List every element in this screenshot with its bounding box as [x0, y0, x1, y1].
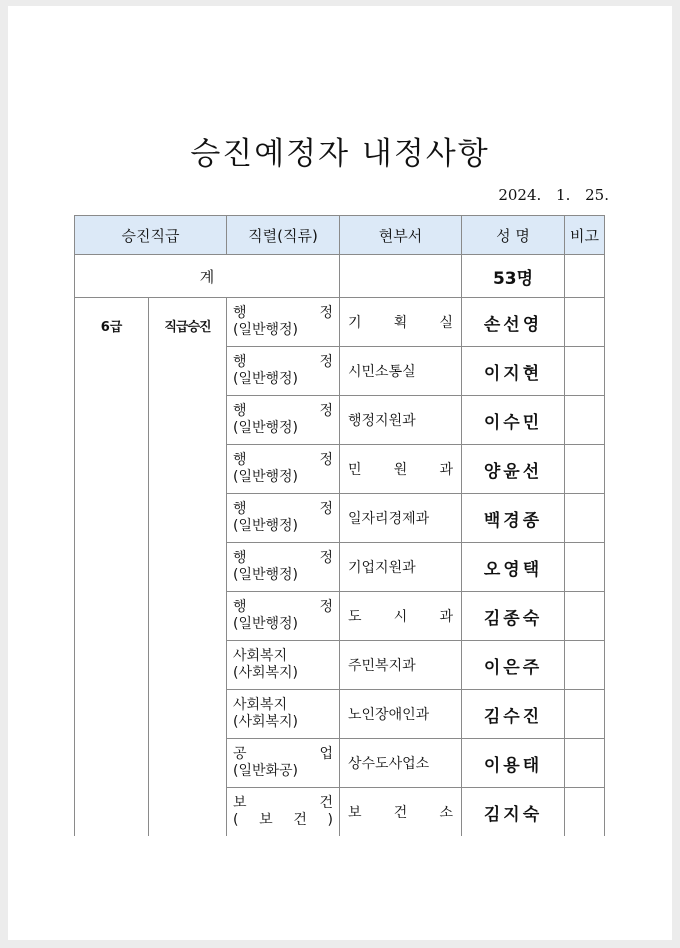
rank-sub-label: ( 보 건 ): [233, 812, 333, 828]
rank-cell: [227, 739, 340, 788]
rank-sub-label: (일반행정): [233, 420, 299, 436]
rank-label: 사회복지: [233, 648, 288, 664]
rank-sub-label: (일반행정): [233, 616, 299, 632]
rank-cell: [227, 592, 340, 641]
note-cell: [565, 690, 605, 739]
name-cell: 이용태: [462, 739, 565, 788]
rank-sub-label: (사회복지): [233, 665, 299, 681]
dept-cell: 노인장애인과: [340, 690, 462, 739]
promotion-table: [74, 215, 605, 836]
dept-cell: 기 획 실: [340, 298, 462, 347]
rank-sub-label: (일반행정): [233, 322, 299, 338]
note-cell: [565, 592, 605, 641]
note-cell: [565, 641, 605, 690]
rank-cell: [227, 347, 340, 396]
dept-cell: 일자리경제과: [340, 494, 462, 543]
total-label: 계: [75, 255, 340, 298]
document-title: 승진예정자 내정사항: [190, 136, 490, 172]
rank-label: 행 정: [233, 550, 333, 566]
rank-label: 행 정: [233, 599, 333, 615]
note-cell: [565, 494, 605, 543]
dept-cell: 상수도사업소: [340, 739, 462, 788]
name-cell: 오영택: [462, 543, 565, 592]
name-cell: 양윤선: [462, 445, 565, 494]
rank-label: 행 정: [233, 452, 333, 468]
name-cell: 김수진: [462, 690, 565, 739]
note-cell: [565, 445, 605, 494]
rank-cell: [227, 788, 340, 837]
rank-label: 행 정: [233, 305, 333, 321]
note-cell: [565, 739, 605, 788]
note-cell: [565, 543, 605, 592]
header-rank: 직렬(직류): [227, 216, 340, 255]
note-cell: [565, 298, 605, 347]
table-row: [75, 298, 605, 347]
dept-cell: 주민복지과: [340, 641, 462, 690]
name-cell: 김지숙: [462, 788, 565, 837]
rank-cell: [227, 298, 340, 347]
total-note-cell: [565, 255, 605, 298]
rank-cell: [227, 494, 340, 543]
header-dept: 현부서: [340, 216, 462, 255]
rank-sub-label: (일반화공): [233, 763, 299, 779]
rank-cell: [227, 543, 340, 592]
rank-label: 공 업: [233, 746, 333, 762]
dept-cell: 민 원 과: [340, 445, 462, 494]
rank-sub-label: (일반행정): [233, 567, 299, 583]
rank-cell: [227, 396, 340, 445]
header-grade-kind: 승진직급: [75, 216, 227, 255]
note-cell: [565, 347, 605, 396]
header-note: 비고: [565, 216, 605, 255]
header-row: [75, 216, 605, 255]
note-cell: [565, 396, 605, 445]
rank-sub-label: (일반행정): [233, 469, 299, 485]
rank-cell: [227, 690, 340, 739]
dept-cell: 행정지원과: [340, 396, 462, 445]
total-row: [75, 255, 605, 298]
total-empty-cell: [340, 255, 462, 298]
rank-label: 사회복지: [233, 697, 288, 713]
rank-label: 보 건: [233, 795, 333, 811]
rank-sub-label: (사회복지): [233, 714, 299, 730]
total-count: 53명: [462, 255, 565, 298]
dept-cell: 시민소통실: [340, 347, 462, 396]
name-cell: 백경종: [462, 494, 565, 543]
note-cell: [565, 788, 605, 837]
grade-cell: 6급: [75, 298, 149, 837]
header-name: 성 명: [462, 216, 565, 255]
name-cell: 김종숙: [462, 592, 565, 641]
document-date: 2024. 1. 25.: [498, 186, 609, 204]
rank-sub-label: (일반행정): [233, 371, 299, 387]
rank-label: 행 정: [233, 354, 333, 370]
name-cell: 이수민: [462, 396, 565, 445]
rank-cell: [227, 641, 340, 690]
rank-sub-label: (일반행정): [233, 518, 299, 534]
rank-cell: [227, 445, 340, 494]
rank-label: 행 정: [233, 403, 333, 419]
kind-cell: 직급승진: [149, 298, 227, 837]
name-cell: 이지현: [462, 347, 565, 396]
dept-cell: 보 건 소: [340, 788, 462, 837]
dept-cell: 기업지원과: [340, 543, 462, 592]
name-cell: 손선영: [462, 298, 565, 347]
dept-cell: 도 시 과: [340, 592, 462, 641]
rank-label: 행 정: [233, 501, 333, 517]
name-cell: 이은주: [462, 641, 565, 690]
